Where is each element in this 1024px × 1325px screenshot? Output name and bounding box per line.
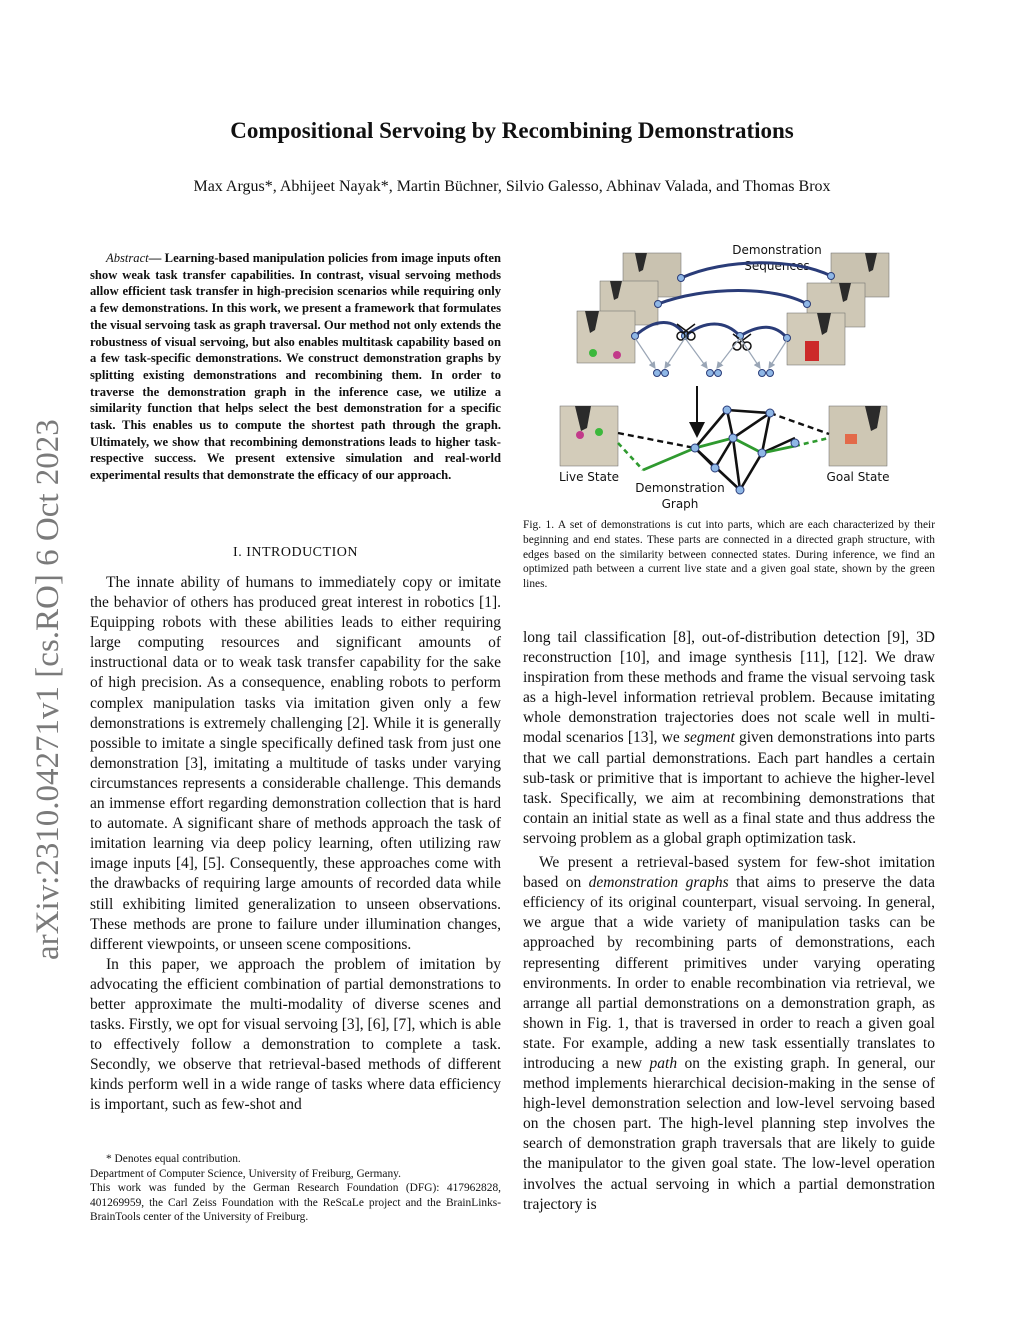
intro-left-column (90, 573, 501, 1116)
abstract-label: Abstract (106, 251, 149, 265)
p3-text-a: long tail classification [8], out-of-distribution detection [9], 3D reconstruction [10], and image synthesis [11], [12]. We draw inspiration from these methods and frame the visual servoing task as a high-level information retrieval problem. Because imitating whole demonstration trajectories does not scale well in multi-modal scenarios [13], we (523, 629, 935, 747)
paper-title: Compositional Servoing by Recombining Demonstrations (230, 118, 794, 143)
label-goal-state: Goal State (826, 470, 890, 484)
p4-text-b: that aims to preserve the data efficiency of its original counterpart, visual servoing. In general, we argue that a wide variety of manipulation tasks can be approached by recombining parts of demonstrations, each representing different primitives under varying operating environments. In order to enable recombination via retrieval, we arrange all partial demonstrations on a demonstration graph, as shown in Fig. 1, that is traversed in order to reach a given goal state. For example, adding a new task essentially translates to introducing a new (523, 874, 935, 1072)
footnotes (90, 1152, 501, 1225)
author-list: Max Argus*, Abhijeet Nayak*, Martin Büchner, Silvio Galesso, Abhinav Valada, and Thomas Brox (193, 178, 831, 195)
label-demonstration-graph-2: Graph (661, 497, 699, 511)
label-demonstration-sequences-1: Demonstration (732, 243, 822, 257)
p4-text-a: We present a retrieval-based system for few-shot imitation based on (523, 854, 935, 892)
abstract-text: — Learning-based manipulation policies from image inputs often show weak task transfer capabilities. In contrast, visual servoing methods allow efficient task transfer in high-precision scenarios while requiring only a few demonstrations. In this work, we present a framework that formulates the visual servoing task as graph traversal. Our method not only extends the robustness of visual servoing, but also enables multitask capability based on a few task-specific demonstrations. We construct demonstration graphs by splitting existing demonstrations and recombining them. In order to traverse the demonstration graph in the inference case, we utilize a similarity function that helps select the best demonstration for a specific task. This enables us to compute the shortest path through the graph. Ultimately, we show that recombining demonstrations leads to higher task-respective success. We present extensive simulation and real-world experimental results that demonstrate the efficacy of our approach. (90, 251, 501, 483)
goal-state-image (829, 406, 887, 466)
intro-paragraph-2: In this paper, we approach the problem of imitation by advocating the efficient combination of partial demonstrations to better approximate the multi-modality of diverse scenes and tasks. Firstly, we opt for visual servoing [3], [6], [7], which is able to effectively follow a demonstration to complete a task. Secondly, we observe that retrieval-based methods of different kinds perform well in a wide range of tasks where data efficiency is important, such as few-shot and (90, 955, 501, 1114)
footnote-affiliation: Department of Computer Science, University of Freiburg, Germany. (90, 1167, 401, 1180)
figure-1-caption: Fig. 1. A set of demonstrations is cut into parts, which are each characterized by their beginning and end states. These parts are connected in a directed graph structure, with edges based on the similarity between connected states. During inference, we find an optimized path between a current live state and a given goal state, shown by the green lines. (523, 519, 935, 591)
p4-text-c: on the existing graph. In general, our method implements hierarchical decision-making in the sense of high-level demonstration selection and low-level servoing based on the chosen part. The high-level planning step involves the search of demonstration graph traversals that are likely to guide the manipulator to the given goal state. The low-level operation involves the actual servoing in which a partial demonstration trajectory is (523, 1054, 935, 1213)
split-nodes (654, 370, 774, 377)
arxiv-identifier: arXiv:2310.04271v1 [cs.RO] 6 Oct 2023 (30, 419, 66, 960)
figure-1-diagram (555, 238, 935, 516)
p4-emphasis-1: demonstration graphs (588, 874, 729, 892)
left-demo-frames (577, 253, 681, 363)
intro-right-column (523, 628, 935, 1215)
label-demonstration-graph-1: Demonstration (635, 481, 725, 495)
label-live-state: Live State (558, 470, 620, 484)
footnote-equal-contribution: * Denotes equal contribution. (106, 1153, 241, 1165)
abstract (90, 250, 501, 484)
split-arrows (635, 338, 787, 368)
intro-paragraph-3 (523, 628, 935, 849)
intro-paragraph-1: The innate ability of humans to immediately copy or imitate the behavior of others has produced great interest in robotics [1]. Equipping robots with these abilities leads to either requiring large computing resources and significant amounts of instructional data or to weak task transfer capability for the sake of high precision. As a consequence, enabling robots to perform complex manipulation tasks via imitation given only a few demonstrations is extremely challenging [2]. While it is generally possible to imitate a single specifically defined task from just one demonstration [3], imitating a multitude of tasks under varying circumstances represents a considerable challenge. This demands an immense effort regarding demonstration collection that is hard to automate. A significant share of methods approach the task of imitation learning via deep policy learning, often utilizing raw image inputs [4], [5]. Consequently, these approaches come with the drawbacks of requiring large amounts of recorded data while still exhibiting limited generalization to unseen observations. These methods are prone to failure under illumination changes, different viewpoints, or unseen scene compositions. (90, 574, 501, 953)
intro-paragraph-4 (523, 853, 935, 1215)
live-state-image (560, 406, 618, 466)
label-demonstration-sequences-2: Sequences (744, 259, 810, 273)
optimized-path (643, 438, 795, 470)
p4-emphasis-2: path (649, 1054, 678, 1072)
p3-emphasis: segment (684, 729, 735, 747)
p3-text-b: given demonstrations into parts that we call partial demonstrations. Each part handles a certain sub-task or primitive that is important to achieve the higher-level task. Specifically, we aim at recombining demonstrations that contain an initial state as well as a final state and thus address the servoing problem as a global graph optimization task. (523, 729, 935, 847)
footnote-funding: This work was funded by the German Research Foundation (DFG): 417962828, 401269959, the Carl Zeiss Foundation with the ReScaLe project and the BrainLinks-BrainTools center of the University of Freiburg. (90, 1182, 501, 1224)
section-heading-introduction: I. INTRODUCTION (233, 545, 358, 560)
